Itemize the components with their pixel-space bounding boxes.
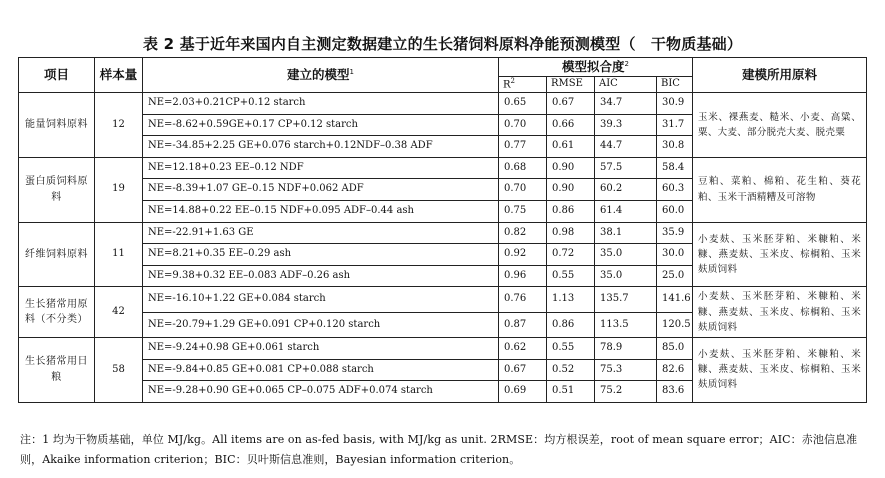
table-footnote: 注：1 均为干物质基础，单位 MJ/kg。All items are on as-fed basis, with MJ/kg as unit. 2RMSE：均方根误差，root of mean square error；AIC：赤池信息准则，Akaike information criterion；BIC：贝叶斯信息准则，Bayesian information criterion。 (20, 433, 858, 466)
r2-cell: 0.77 (499, 136, 547, 158)
aic-cell: 113.5 (595, 312, 657, 337)
bic-cell: 30.0 (657, 244, 693, 266)
table-row (19, 157, 867, 179)
bic-cell: 82.6 (657, 359, 693, 381)
model-cell: NE=-22.91+1.63 GE (143, 222, 499, 244)
model-cell: NE=-9.84+0.85 GE+0.081 CP+0.088 starch (143, 359, 499, 381)
model-cell: NE=8.21+0.35 EE–0.29 ash (143, 244, 499, 266)
aic-cell: 57.5 (595, 157, 657, 179)
r2-cell: 0.70 (499, 114, 547, 136)
materials-cell: 豆粕、菜粕、棉粕、花生粕、葵花粕、玉米干酒精糟及可溶物 (693, 157, 867, 222)
header-rmse: RMSE (547, 77, 595, 93)
header-r2-sup: 2 (510, 77, 515, 86)
aic-cell: 44.7 (595, 136, 657, 158)
r2-cell: 0.69 (499, 381, 547, 403)
header-fit-label: 模型拟合度 (562, 59, 625, 75)
category-cell: 能量饲料原料 (19, 93, 95, 158)
sample-size-cell: 12 (95, 93, 143, 158)
aic-cell: 78.9 (595, 337, 657, 359)
header-r2-label: R (503, 79, 511, 91)
bic-cell: 83.6 (657, 381, 693, 403)
model-cell: NE=-20.79+1.29 GE+0.091 CP+0.120 starch (143, 312, 499, 337)
aic-cell: 34.7 (595, 93, 657, 115)
aic-cell: 35.0 (595, 265, 657, 287)
r2-cell: 0.92 (499, 244, 547, 266)
table-row (19, 222, 867, 244)
header-model (143, 58, 499, 93)
bic-cell: 25.0 (657, 265, 693, 287)
model-cell: NE=-34.85+2.25 GE+0.076 starch+0.12NDF–0.38 ADF (143, 136, 499, 158)
rmse-cell: 0.67 (547, 93, 595, 115)
rmse-cell: 0.98 (547, 222, 595, 244)
model-cell: NE=-16.10+1.22 GE+0.084 starch (143, 287, 499, 312)
sample-size-cell: 11 (95, 222, 143, 287)
rmse-cell: 0.51 (547, 381, 595, 403)
header-r2 (499, 77, 547, 93)
rmse-cell: 0.55 (547, 337, 595, 359)
rmse-cell: 0.90 (547, 179, 595, 201)
bic-cell: 30.8 (657, 136, 693, 158)
materials-cell: 小麦麸、玉米胚芽粕、米糠粕、米糠、燕麦麸、玉米皮、棕榈粕、玉米麸质饲料 (693, 337, 867, 402)
r2-cell: 0.82 (499, 222, 547, 244)
model-cell: NE=2.03+0.21CP+0.12 starch (143, 93, 499, 115)
rmse-cell: 0.86 (547, 200, 595, 222)
model-cell: NE=-8.62+0.59GE+0.17 CP+0.12 starch (143, 114, 499, 136)
model-cell: NE=-9.24+0.98 GE+0.061 starch (143, 337, 499, 359)
header-fit (499, 58, 693, 77)
r2-cell: 0.67 (499, 359, 547, 381)
header-bic: BIC (657, 77, 693, 93)
rmse-cell: 0.61 (547, 136, 595, 158)
sample-size-cell: 42 (95, 287, 143, 338)
r2-cell: 0.68 (499, 157, 547, 179)
header-fit-sup: 2 (624, 60, 630, 69)
r2-cell: 0.96 (499, 265, 547, 287)
sample-size-cell: 19 (95, 157, 143, 222)
bic-cell: 30.9 (657, 93, 693, 115)
category-cell: 蛋白质饲料原料 (19, 157, 95, 222)
aic-cell: 135.7 (595, 287, 657, 312)
model-cell: NE=12.18+0.23 EE–0.12 NDF (143, 157, 499, 179)
header-sample-size: 样本量 (95, 58, 143, 93)
category-cell: 纤维饲料原料 (19, 222, 95, 287)
table-row (19, 337, 867, 359)
model-cell: NE=-9.28+0.90 GE+0.065 CP–0.075 ADF+0.074 starch (143, 381, 499, 403)
ne-model-table (18, 57, 867, 403)
r2-cell: 0.65 (499, 93, 547, 115)
aic-cell: 75.2 (595, 381, 657, 403)
bic-cell: 58.4 (657, 157, 693, 179)
bic-cell: 120.5 (657, 312, 693, 337)
sample-size-cell: 58 (95, 337, 143, 402)
bic-cell: 35.9 (657, 222, 693, 244)
aic-cell: 75.3 (595, 359, 657, 381)
bic-cell: 141.6 (657, 287, 693, 312)
table-caption: 表 2 基于近年来国内自主测定数据建立的生长猪饲料原料净能预测模型（ 干物质基础） (142, 35, 743, 53)
aic-cell: 39.3 (595, 114, 657, 136)
aic-cell: 35.0 (595, 244, 657, 266)
rmse-cell: 0.72 (547, 244, 595, 266)
bic-cell: 85.0 (657, 337, 693, 359)
r2-cell: 0.87 (499, 312, 547, 337)
model-cell: NE=9.38+0.32 EE–0.083 ADF–0.26 ash (143, 265, 499, 287)
rmse-cell: 0.66 (547, 114, 595, 136)
bic-cell: 60.3 (657, 179, 693, 201)
category-cell: 生长猪常用日粮 (19, 337, 95, 402)
header-model-sup: 1 (349, 68, 354, 77)
rmse-cell: 0.52 (547, 359, 595, 381)
r2-cell: 0.62 (499, 337, 547, 359)
rmse-cell: 0.90 (547, 157, 595, 179)
header-item: 项目 (19, 58, 95, 93)
aic-cell: 61.4 (595, 200, 657, 222)
materials-cell: 小麦麸、玉米胚芽粕、米糠粕、米糠、燕麦麸、玉米皮、棕榈粕、玉米麸质饲料 (693, 222, 867, 287)
table-row (19, 287, 867, 312)
aic-cell: 60.2 (595, 179, 657, 201)
category-cell: 生长猪常用原料（不分类） (19, 287, 95, 338)
table-row (19, 93, 867, 115)
aic-cell: 38.1 (595, 222, 657, 244)
bic-cell: 60.0 (657, 200, 693, 222)
materials-cell: 小麦麸、玉米胚芽粕、米糠粕、米糠、燕麦麸、玉米皮、棕榈粕、玉米麸质饲料 (693, 287, 867, 338)
model-cell: NE=14.88+0.22 EE–0.15 NDF+0.095 ADF–0.44 ash (143, 200, 499, 222)
header-model-label: 建立的模型 (287, 67, 350, 83)
bic-cell: 31.7 (657, 114, 693, 136)
header-materials: 建模所用原料 (693, 58, 867, 93)
rmse-cell: 1.13 (547, 287, 595, 312)
rmse-cell: 0.86 (547, 312, 595, 337)
r2-cell: 0.75 (499, 200, 547, 222)
rmse-cell: 0.55 (547, 265, 595, 287)
header-aic: AIC (595, 77, 657, 93)
materials-cell: 玉米、裸燕麦、糙米、小麦、高粱、粟、大麦、部分脱壳大麦、脱壳粟 (693, 93, 867, 158)
model-cell: NE=-8.39+1.07 GE–0.15 NDF+0.062 ADF (143, 179, 499, 201)
r2-cell: 0.76 (499, 287, 547, 312)
r2-cell: 0.70 (499, 179, 547, 201)
